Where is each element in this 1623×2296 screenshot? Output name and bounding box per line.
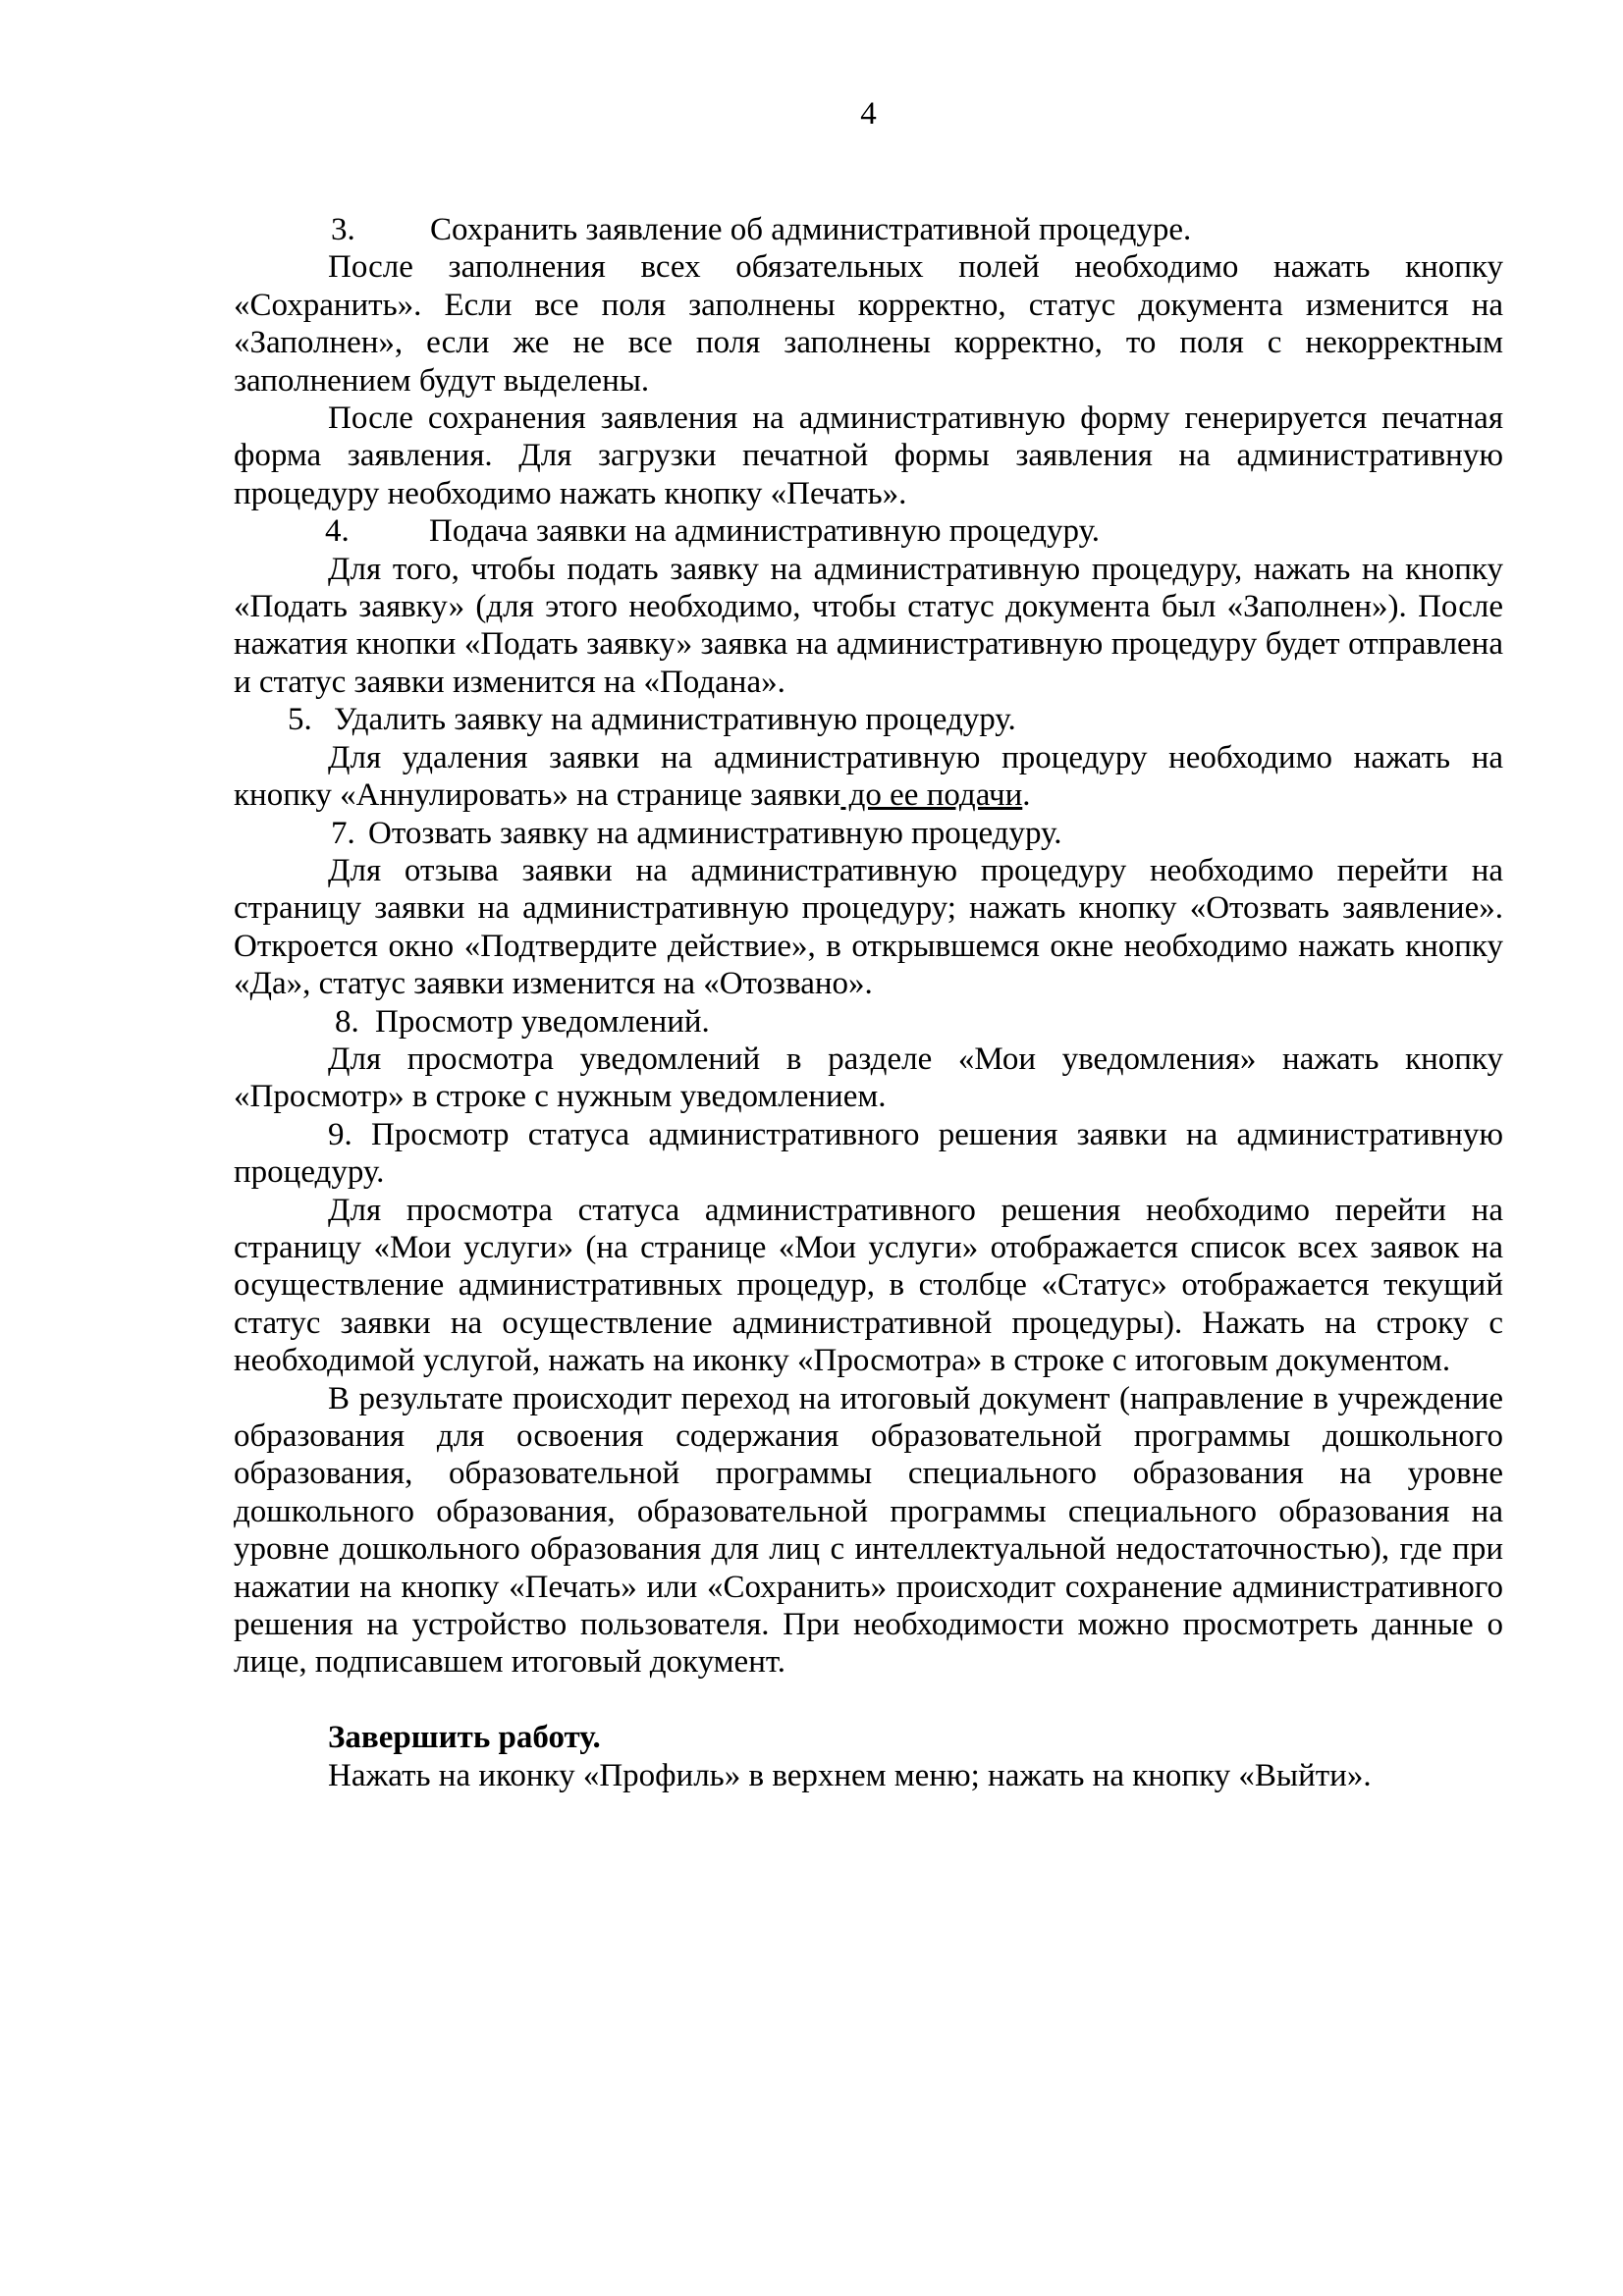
body-paragraph: После сохранения заявления на административную форму генерируется печатная форма заявления. Для загрузки печатной формы заявления на административную процедуру необходимо нажать кнопку «Печать». — [234, 400, 1503, 511]
body-paragraph: После заполнения всех обязательных полей необходимо нажать кнопку «Сохранить». Если все поля заполнены корректно, статус документа изменится на «Заполнен», если же не все поля заполнены корректно, то поля с некорректным заполнением будут выделены. — [234, 249, 1503, 399]
blank-line — [234, 1682, 1503, 1719]
body-paragraph: Для просмотра уведомлений в разделе «Мои уведомления» нажать кнопку «Просмотр» в строке с нужным уведомлением. — [234, 1041, 1503, 1115]
body-paragraph: В результате происходит переход на итоговый документ (направление в учреждение образования для освоения содержания образовательной программы дошкольного образования, образовательной программы специального образования на уровне дошкольного образования, образовательной программы специального образования на уровне дошкольного образования для лиц с интеллектуальной недостаточностью), где при нажатии на кнопку «Печать» или «Сохранить» происходит сохранение административного решения на устройство пользователя. При необходимости можно просмотреть данные о лице, подписавшем итоговый документ. — [234, 1380, 1503, 1681]
closing-paragraph: Нажать на иконку «Профиль» в верхнем меню; нажать на кнопку «Выйти». — [328, 1757, 1372, 1793]
section-heading-5 — [234, 701, 1503, 738]
section-heading-9: 9. Просмотр статуса административного решения заявки на административную процедуру. — [234, 1116, 1503, 1191]
heading-number: 3. — [331, 212, 355, 247]
paragraph-text: . — [1022, 777, 1031, 814]
section-heading-7 — [234, 815, 1503, 852]
heading-number: 7. — [331, 815, 355, 851]
heading-number: 4. — [325, 513, 350, 550]
heading-number: 5. — [288, 702, 312, 738]
body-paragraph-with-underline — [234, 739, 1503, 815]
page-number: 4 — [860, 96, 877, 132]
heading-number: 8. — [335, 1003, 359, 1040]
heading-label: Просмотр уведомлений. — [375, 1003, 710, 1040]
heading-label: Сохранить заявление об административной процедуре. — [430, 212, 1192, 247]
heading-label: Подача заявки на административную процедуру. — [429, 513, 1101, 550]
heading-label: Отозвать заявку на административную процедуру. — [368, 815, 1062, 851]
section-heading-8 — [234, 1003, 1503, 1041]
body-paragraph: Для того, чтобы подать заявку на административную процедуру, нажать на кнопку «Подать заявку» (для этого необходимо, чтобы статус документа был «Заполнен»). После нажатия кнопки «Подать заявку» заявка на административную процедуру будет отправлена и статус заявки изменится на «Подана». — [234, 551, 1503, 700]
closing-heading: Завершить работу. — [328, 1720, 601, 1756]
heading-label: Удалить заявку на административную процедуру. — [334, 702, 1016, 738]
text-block — [234, 211, 1503, 1794]
underlined-phrase: до ее подачи — [840, 777, 1023, 814]
paragraph-text: Для удаления заявки на административную процедуру необходимо нажать на кнопку «Аннулировать» на странице заявки — [234, 739, 1503, 814]
section-heading-3 — [234, 211, 1503, 248]
section-heading-4 — [234, 512, 1503, 550]
body-paragraph: Для отзыва заявки на административную процедуру необходимо перейти на страницу заявки на административную процедуру; нажать кнопку «Отозвать заявление». Откроется окно «Подтвердите действие», в открывшемся окне необходимо нажать кнопку «Да», статус заявки изменится на «Отозвано». — [234, 852, 1503, 1002]
body-paragraph: Для просмотра статуса административного решения необходимо перейти на страницу «Мои услуги» (на странице «Мои услуги» отображается список всех заявок на осуществление административных процедур, в столбце «Статус» отображается текущий статус заявки на осуществление административной процедуры). Нажать на строку с необходимой услугой, нажать на иконку «Просмотра» в строке с итоговым документом. — [234, 1192, 1503, 1379]
